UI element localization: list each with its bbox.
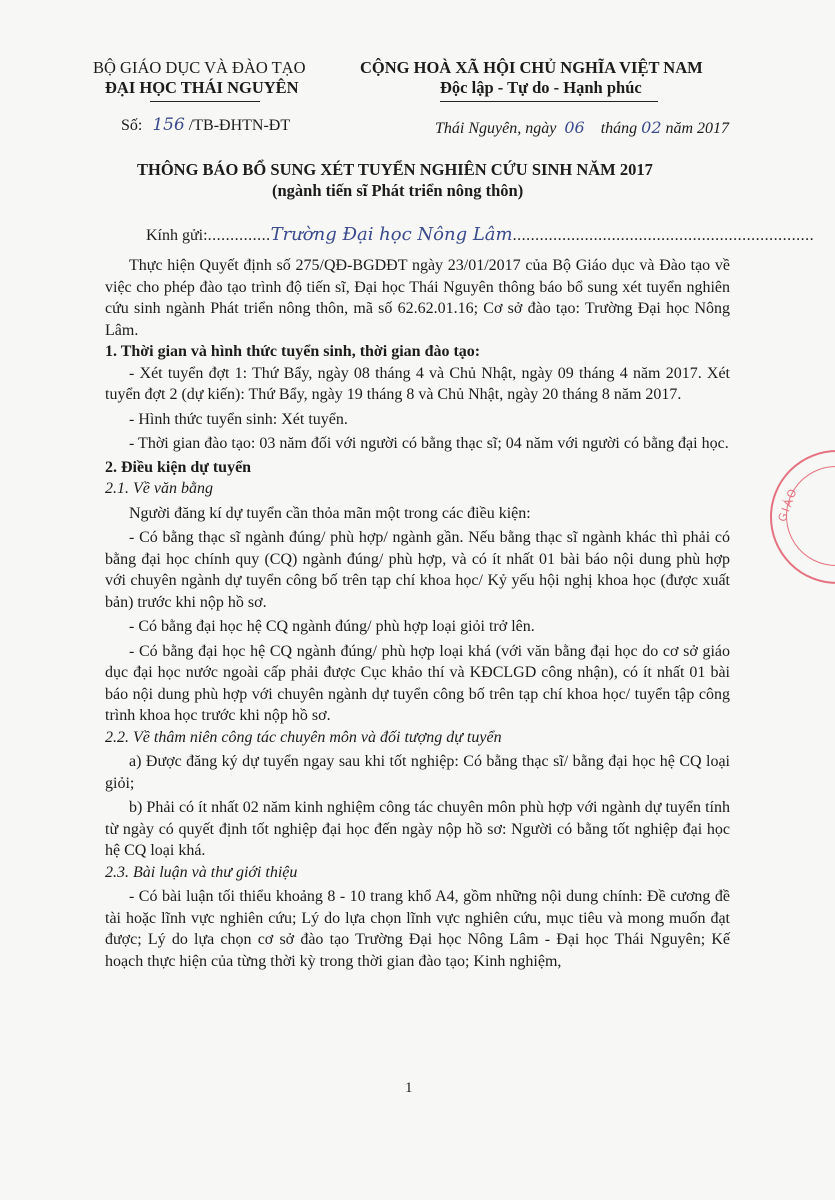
doc-no-suffix: /TB-ĐHTN-ĐT (188, 117, 291, 134)
intro-paragraph: Thực hiện Quyết định số 275/QĐ-BGDĐT ngày 23/01/2017 của Bộ Giáo dục và Đào tạo về việc cho phép đào tạo trình độ tiến sĩ, Đại học Thái Nguyên thông báo bổ sung xét tuyển nghiên cứu sinh ngành Phát triển nông thôn, mã số 62.62.01.16; Cơ sở đào tạo: Trường Đại học Nông Lâm. (105, 257, 730, 339)
section2-sub2-b: b) Phải có ít nhất 02 năm kinh nghiệm công tác chuyên môn phù hợp với ngành dự tuyển tính từ ngày có quyết định tốt nghiệp đại học đến ngày nộp hồ sơ: Người có bằng tốt nghiệp đại học hệ CQ loại khá. (105, 799, 730, 859)
section2-sub3: 2.3. Bài luận và thư giới thiệu (105, 863, 298, 881)
document-title: THÔNG BÁO BỔ SUNG XÉT TUYỂN NGHIÊN CỨU SINH NĂM 2017 (137, 160, 653, 179)
section2-sub1: 2.1. Về văn bằng (105, 480, 213, 497)
date-place: Thái Nguyên, ngày (435, 120, 557, 137)
section2-sub2-a: a) Được đăng ký dự tuyển ngay sau khi tốt nghiệp: Có bằng thạc sĩ/ bằng đại học hệ CQ loại giỏi; (105, 753, 730, 792)
date-year: năm 2017 (665, 120, 730, 137)
date-month: 02 (641, 118, 662, 137)
date-month-label: tháng (600, 120, 638, 137)
motto-underline (440, 101, 658, 102)
recipient-dots-before: .............. (207, 227, 271, 244)
ministry-name: BỘ GIÁO DỤC VÀ ĐÀO TẠO (93, 58, 306, 77)
section2-sub1-p3: - Có bằng đại học hệ CQ ngành đúng/ phù hợp loại khá (với văn bằng đại học do cơ sở giáo dục đại học nước ngoài cấp phải được Cục khảo thí và KĐCLGD công nhận), có ít nhất 01 bài báo nội dung phù hợp với chuyên ngành dự tuyển công bố trên tạp chí khoa học/ tuyển tập công trình khoa học trước khi nộp hồ sơ. (105, 642, 730, 724)
section2-sub1-intro: Người đăng kí dự tuyển cần thỏa mãn một trong các điều kiện: (129, 504, 531, 522)
section2-sub1-p1: - Có bằng thạc sĩ ngành đúng/ phù hợp/ ngành gần. Nếu bằng thạc sĩ ngành khác thì phải có bằng đại học chính quy (CQ) ngành đúng/ phù hợp, và có ít nhất 01 bài báo nội dung phù hợp với chuyên ngành dự tuyển công bố trên tạp chí khoa học/ Kỷ yếu hội nghị khoa học (được xuất bản) trước khi nộp hồ sơ. (105, 529, 730, 611)
section2-heading: 2. Điều kiện dự tuyển (105, 458, 252, 476)
document-number (121, 115, 290, 135)
recipient-handwritten: Trường Đại học Nông Lâm (270, 224, 513, 245)
document-date (435, 118, 729, 138)
official-seal-text: GIÁO (775, 485, 801, 524)
recipient-dots-after: ................................................................... (512, 227, 815, 244)
document-subtitle: (ngành tiến sĩ Phát triển nông thôn) (272, 181, 524, 200)
section2-sub1-p2: - Có bằng đại học hệ CQ ngành đúng/ phù hợp loại giỏi trở lên. (129, 618, 535, 635)
official-seal-inner-ring (786, 466, 835, 566)
doc-no-handwritten: 156 (152, 115, 185, 135)
recipient-label: Kính gửi: (146, 227, 208, 244)
section2-sub2: 2.2. Về thâm niên công tác chuyên môn và đối tượng dự tuyển (105, 728, 502, 746)
official-seal (770, 450, 835, 584)
country-name: CỘNG HOÀ XÃ HỘI CHỦ NGHĨA VIỆT NAM (360, 58, 703, 77)
page-number: 1 (405, 1080, 413, 1096)
section2-sub3-p1: - Có bài luận tối thiểu khoảng 8 - 10 trang khổ A4, gồm những nội dung chính: Đề cương đề tài hoặc lĩnh vực nghiên cứu; Lý do lựa chọn lĩnh vực nghiên cứu, mục tiêu và mong muốn đạt được; Lý do lựa chọn cơ sở đào tạo Trường Đại học Nông Lâm - Đại học Thái Nguyên; Kế hoạch thực hiện của từng thời kỳ trong thời gian đào tạo; Kinh nghiệm, (105, 888, 730, 970)
recipient-line (146, 224, 814, 245)
section1-heading: 1. Thời gian và hình thức tuyển sinh, thời gian đào tạo: (105, 343, 481, 360)
university-name: ĐẠI HỌC THÁI NGUYÊN (105, 78, 299, 97)
section1-p2: - Hình thức tuyển sinh: Xét tuyển. (129, 410, 348, 428)
date-day: 06 (564, 118, 585, 137)
document-body (105, 255, 730, 972)
motto: Độc lập - Tự do - Hạnh phúc (440, 78, 642, 97)
doc-no-label: Số: (121, 117, 143, 134)
university-underline (150, 101, 260, 102)
section1-p1: - Xét tuyển đợt 1: Thứ Bẩy, ngày 08 tháng 4 và Chủ Nhật, ngày 09 tháng 4 năm 2017. Xét tuyển đợt 2 (dự kiến): Thứ Bẩy, ngày 19 tháng 8 và Chủ Nhật, ngày 20 tháng 8 năm 2017. (105, 364, 730, 403)
section1-p3: - Thời gian đào tạo: 03 năm đối với người có bằng thạc sĩ; 04 năm với người có bằng đại học. (129, 435, 729, 452)
